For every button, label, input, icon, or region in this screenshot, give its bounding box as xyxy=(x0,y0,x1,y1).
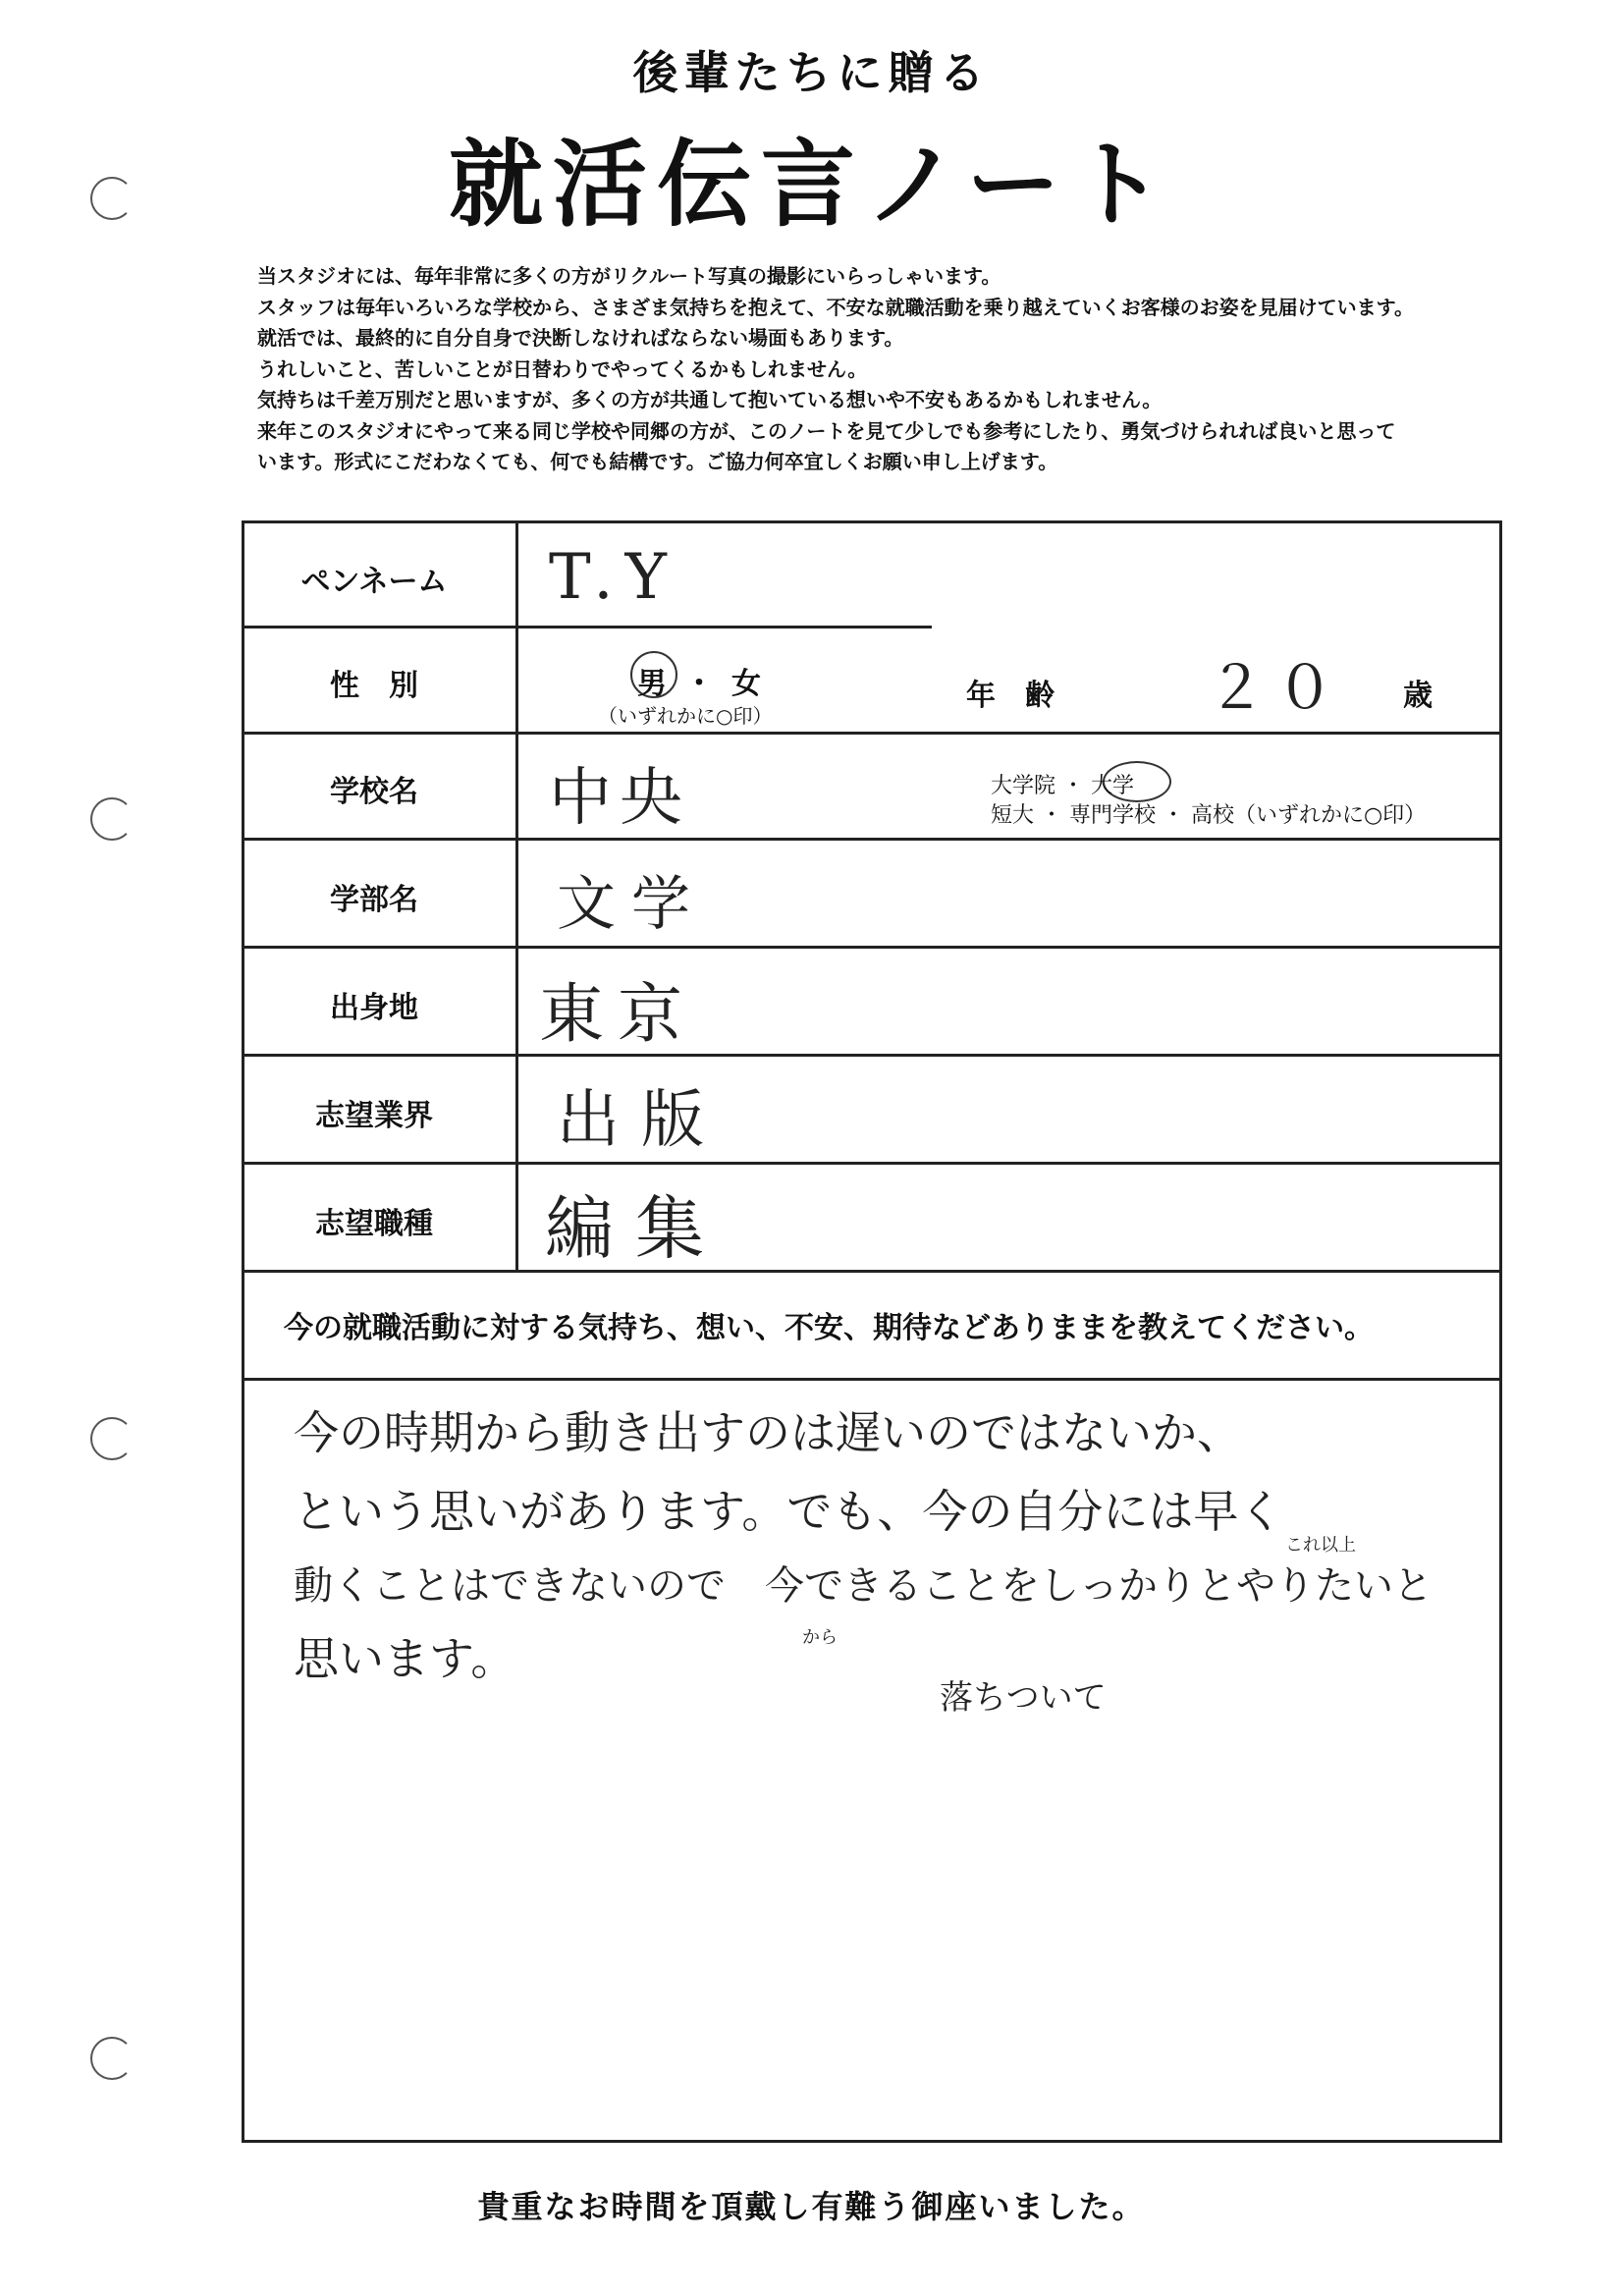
intro-line: 当スタジオには、毎年非常に多くの方がリクルート写真の撮影にいらっしゃいます。 xyxy=(257,264,1001,288)
industry-value[interactable]: 出版 xyxy=(557,1084,726,1157)
gender-note: （いずれかに○印） xyxy=(598,704,773,728)
binder-hole-4 xyxy=(90,2037,134,2080)
answer-line-1[interactable]: 今の時期から動き出すのは遅いのではないか、 xyxy=(294,1406,1242,1459)
row-divider xyxy=(244,732,1499,735)
row-divider xyxy=(244,1162,1499,1165)
intro-line: スタッフは毎年いろいろな学校から、さまざま気持ちを抱えて、不安な就職活動を乗り越えていくお客様のお姿を見届けています。 xyxy=(257,295,1414,319)
answer-line-2[interactable]: という思いがあります。でも、今の自分には早く xyxy=(294,1485,1284,1538)
age-value[interactable]: ２０ xyxy=(1207,654,1344,723)
pen-name-value[interactable]: T.Y xyxy=(549,541,678,614)
gender-label: 性 別 xyxy=(330,669,418,703)
faculty-value[interactable]: 文学 xyxy=(557,870,706,939)
gender-female-option[interactable]: 女 xyxy=(731,667,761,701)
form-table xyxy=(242,520,1502,2143)
intro-line: 気持ちは千差万別だと思いますが、多くの方が共通して抱いている想いや不安もあるかもしれません。 xyxy=(257,388,1163,411)
hometown-label: 出身地 xyxy=(330,991,418,1025)
page-subtitle: 後輩たちに贈る xyxy=(632,46,991,99)
answer-insert-under: から xyxy=(802,1627,838,1648)
school-options-2: 短大 ・ 専門学校 ・ 高校（いずれかに○印） xyxy=(991,803,1427,828)
job-type-label: 志望職種 xyxy=(315,1207,433,1241)
intro-line: 就活では、最終的に自分自身で決断しなければならない場面もあります。 xyxy=(257,326,904,350)
intro-line: うれしいこと、苦しいことが日替わりでやってくるかもしれません。 xyxy=(257,356,868,381)
answer-insert-above: これ以上 xyxy=(1285,1535,1356,1556)
closing-message: 貴重なお時間を頂戴し有難う御座いました。 xyxy=(477,2188,1146,2225)
job-type-value[interactable]: 編集 xyxy=(545,1188,726,1269)
school-value[interactable]: 中央 xyxy=(549,762,690,835)
row-divider xyxy=(244,1054,1499,1057)
answer-line-4[interactable]: 思います。 xyxy=(294,1632,516,1685)
page-title: 就活伝言ノート xyxy=(448,130,1175,240)
row-divider xyxy=(244,626,932,629)
school-label: 学校名 xyxy=(330,775,418,809)
intro-line: 来年このスタジオにやって来る同じ学校や同郷の方が、このノートを見て少しでも参考にしたり、勇気づけられれば良いと思って xyxy=(257,418,1396,443)
label-divider xyxy=(515,523,518,1273)
intro-text xyxy=(257,261,1573,478)
binder-hole-3 xyxy=(90,1417,134,1460)
pen-name-label: ペンネーム xyxy=(300,565,448,599)
industry-label: 志望業界 xyxy=(315,1099,433,1133)
question-text: 今の就職活動に対する気持ち、想い、不安、期待などありままを教えてください。 xyxy=(284,1311,1374,1345)
hometown-value[interactable]: 東京 xyxy=(539,976,696,1052)
binder-hole-2 xyxy=(90,797,134,841)
answer-insert-below: 落ちついて xyxy=(940,1678,1107,1718)
row-divider xyxy=(244,1378,1499,1381)
row-divider xyxy=(244,946,1499,949)
row-divider xyxy=(244,1270,1499,1273)
age-unit: 歳 xyxy=(1403,679,1433,713)
answer-line-3[interactable]: 動くことはできないので 今できることをしっかりとやりたいと xyxy=(294,1563,1433,1609)
age-label: 年 齢 xyxy=(966,679,1055,713)
intro-line: います。形式にこだわなくても、何でも結構です。ご協力何卒宜しくお願い申し上げます。 xyxy=(257,450,1058,473)
gender-male-option[interactable]: 男 xyxy=(637,667,667,701)
faculty-label: 学部名 xyxy=(330,883,418,917)
school-options-1: 大学院 ・ 大学 xyxy=(991,774,1134,798)
row-divider xyxy=(244,838,1499,841)
gender-dot: ・ xyxy=(684,667,714,701)
